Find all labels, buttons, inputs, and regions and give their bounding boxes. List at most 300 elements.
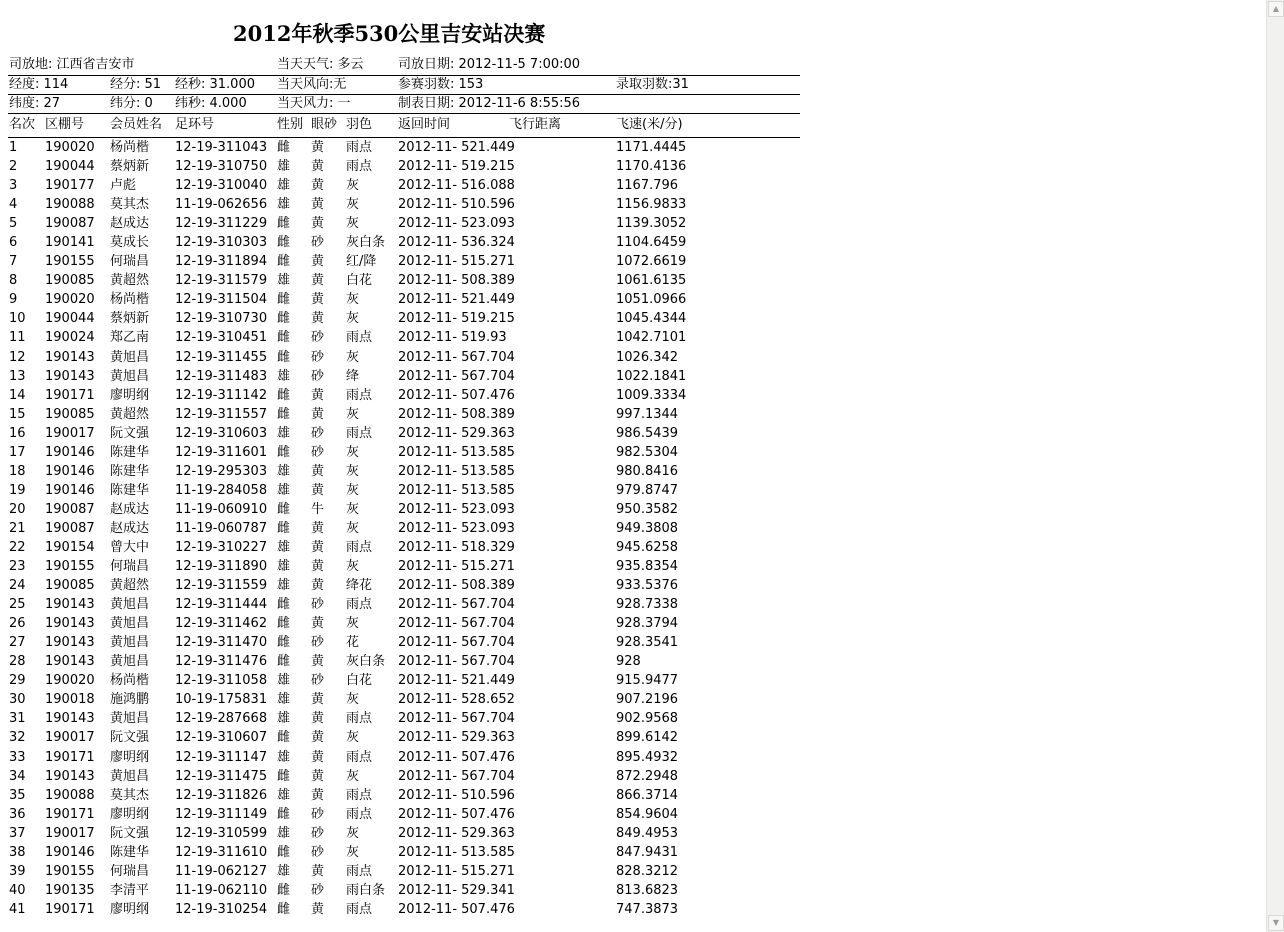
table-row	[0, 729, 1266, 748]
cell-rank: 29	[9, 673, 26, 689]
cell-loft-number: 190143	[45, 654, 95, 670]
cell-speed: 1022.1841	[616, 368, 687, 384]
cell-speed: 828.3212	[616, 863, 679, 879]
cell-return-time: 2012-11- 513.585	[398, 844, 515, 860]
cell-ring-number: 12-19-311444	[175, 597, 268, 613]
cell-rank: 27	[9, 635, 26, 651]
cell-member-name: 黄旭昌	[110, 768, 150, 784]
qualified-count: 录取羽数:31	[616, 77, 689, 92]
cell-return-time: 2012-11- 567.704	[398, 368, 515, 384]
wind-force: 当天风力: 一	[277, 96, 351, 111]
cell-member-name: 杨尚楷	[110, 292, 150, 308]
cell-member-name: 黄旭昌	[110, 711, 150, 727]
cell-return-time: 2012-11- 567.704	[398, 635, 515, 651]
cell-eye: 黄	[311, 482, 325, 498]
cell-sex: 雌	[277, 254, 291, 270]
cell-speed: 907.2196	[616, 692, 679, 708]
table-row	[0, 463, 1266, 482]
cell-member-name: 曾大中	[110, 539, 150, 555]
cell-eye: 黄	[311, 863, 325, 879]
cell-sex: 雌	[277, 330, 291, 346]
cell-eye: 黄	[311, 292, 325, 308]
table-row	[0, 196, 1266, 215]
cell-speed: 1051.0966	[616, 292, 687, 308]
cell-rank: 34	[9, 768, 26, 784]
cell-sex: 雄	[277, 825, 291, 841]
table-row	[0, 349, 1266, 368]
table-row	[0, 158, 1266, 177]
cell-rank: 26	[9, 616, 26, 632]
cell-speed: 933.5376	[616, 578, 679, 594]
cell-feather-color: 花	[346, 635, 360, 651]
entries-count: 参赛羽数: 153	[398, 77, 484, 92]
cell-speed: 945.6258	[616, 539, 679, 555]
cell-eye: 黄	[311, 463, 325, 479]
cell-member-name: 阮文强	[110, 825, 150, 841]
cell-feather-color: 灰	[346, 692, 360, 708]
cell-speed: 928.3794	[616, 616, 679, 632]
cell-feather-color: 雨点	[346, 749, 373, 765]
cell-speed: 1171.4445	[616, 140, 687, 155]
cell-member-name: 陈建华	[110, 444, 150, 460]
cell-eye: 砂	[311, 597, 325, 613]
cell-member-name: 陈建华	[110, 844, 150, 860]
cell-eye: 牛	[311, 501, 325, 517]
cell-member-name: 陈建华	[110, 463, 150, 479]
cell-eye: 黄	[311, 654, 325, 670]
cell-loft-number: 190087	[45, 520, 95, 536]
cell-eye: 黄	[311, 140, 325, 155]
cell-loft-number: 190155	[45, 863, 95, 879]
table-row	[0, 577, 1266, 596]
cell-return-time: 2012-11- 516.088	[398, 178, 515, 194]
cell-feather-color: 灰	[346, 501, 360, 517]
wind-direction: 当天风向:无	[277, 77, 347, 92]
cell-eye: 黄	[311, 768, 325, 784]
cell-member-name: 何瑞昌	[110, 559, 150, 575]
cell-eye: 黄	[311, 178, 325, 194]
scrollbar-track[interactable]	[1268, 18, 1284, 914]
cell-rank: 31	[9, 711, 26, 727]
table-row	[0, 844, 1266, 863]
cell-rank: 18	[9, 463, 26, 479]
cell-member-name: 蔡炳新	[110, 311, 150, 327]
cell-sex: 雌	[277, 349, 291, 365]
cell-member-name: 阮文强	[110, 425, 150, 441]
cell-ring-number: 11-19-060787	[175, 520, 268, 536]
cell-sex: 雌	[277, 844, 291, 860]
cell-return-time: 2012-11- 510.596	[398, 197, 515, 213]
cell-rank: 9	[9, 292, 18, 308]
table-row	[0, 520, 1266, 539]
cell-eye: 砂	[311, 825, 325, 841]
cell-rank: 39	[9, 863, 26, 879]
cell-feather-color: 雨点	[346, 330, 373, 346]
cell-speed: 915.9477	[616, 673, 679, 689]
cell-ring-number: 12-19-310607	[175, 730, 268, 746]
cell-ring-number: 11-19-060910	[175, 501, 268, 517]
cell-return-time: 2012-11- 519.215	[398, 159, 515, 175]
cell-sex: 雄	[277, 368, 291, 384]
cell-feather-color: 灰	[346, 768, 360, 784]
cell-ring-number: 12-19-310750	[175, 159, 268, 175]
cell-ring-number: 12-19-311557	[175, 406, 268, 422]
cell-rank: 32	[9, 730, 26, 746]
cell-ring-number: 12-19-311601	[175, 444, 268, 460]
cell-return-time: 2012-11- 567.704	[398, 349, 515, 365]
cell-rank: 41	[9, 901, 26, 917]
cell-speed: 928	[616, 654, 641, 670]
cell-loft-number: 190024	[45, 330, 95, 346]
cell-eye: 黄	[311, 559, 325, 575]
cell-loft-number: 190087	[45, 501, 95, 517]
cell-rank: 25	[9, 597, 26, 613]
cell-loft-number: 190146	[45, 444, 95, 460]
table-row	[0, 234, 1266, 253]
cell-rank: 30	[9, 692, 26, 708]
cell-ring-number: 11-19-062127	[175, 863, 268, 879]
cell-member-name: 廖明纲	[110, 901, 150, 917]
cell-loft-number: 190177	[45, 178, 95, 194]
cell-return-time: 2012-11- 519.93	[398, 330, 507, 346]
cell-loft-number: 190143	[45, 349, 95, 365]
cell-feather-color: 灰	[346, 406, 360, 422]
cell-rank: 7	[9, 254, 18, 270]
cell-rank: 15	[9, 406, 26, 422]
cell-member-name: 阮文强	[110, 730, 150, 746]
cell-return-time: 2012-11- 510.596	[398, 787, 515, 803]
cell-feather-color: 白花	[346, 673, 373, 689]
cell-speed: 949.3808	[616, 520, 679, 536]
table-row	[0, 368, 1266, 387]
cell-return-time: 2012-11- 529.341	[398, 882, 515, 898]
cell-ring-number: 12-19-311462	[175, 616, 268, 632]
cell-rank: 10	[9, 311, 26, 327]
cell-loft-number: 190017	[45, 825, 95, 841]
table-row	[0, 672, 1266, 691]
table-row	[0, 387, 1266, 406]
cell-speed: 935.8354	[616, 559, 679, 575]
cell-member-name: 莫成长	[110, 235, 150, 251]
table-row	[0, 634, 1266, 653]
cell-feather-color: 灰	[346, 482, 360, 498]
weather: 当天天气: 多云	[277, 57, 364, 72]
cell-member-name: 李清平	[110, 882, 150, 898]
cell-sex: 雌	[277, 730, 291, 746]
cell-loft-number: 190146	[45, 844, 95, 860]
longitude: 经度: 114	[9, 77, 69, 92]
page-title: 2012年秋季530公里吉安站决赛	[233, 21, 546, 46]
cell-return-time: 2012-11- 507.476	[398, 749, 515, 765]
cell-sex: 雌	[277, 768, 291, 784]
cell-return-time: 2012-11- 513.585	[398, 482, 515, 498]
cell-eye: 砂	[311, 235, 325, 251]
cell-member-name: 黄超然	[110, 406, 150, 422]
cell-return-time: 2012-11- 529.363	[398, 425, 515, 441]
cell-loft-number: 190143	[45, 711, 95, 727]
cell-return-time: 2012-11- 513.585	[398, 444, 515, 460]
cell-feather-color: 灰	[346, 559, 360, 575]
cell-member-name: 施鸿鹏	[110, 692, 150, 708]
cell-feather-color: 雨白条	[346, 882, 386, 898]
cell-sex: 雄	[277, 197, 291, 213]
cell-return-time: 2012-11- 529.363	[398, 730, 515, 746]
cell-loft-number: 190154	[45, 539, 95, 555]
cell-eye: 黄	[311, 692, 325, 708]
cell-speed: 1045.4344	[616, 311, 687, 327]
cell-return-time: 2012-11- 508.389	[398, 273, 515, 289]
cell-speed: 1139.3052	[616, 216, 687, 232]
cell-speed: 899.6142	[616, 730, 679, 746]
cell-speed: 866.3714	[616, 787, 679, 803]
cell-eye: 黄	[311, 197, 325, 213]
cell-ring-number: 12-19-311147	[175, 749, 268, 765]
cell-return-time: 2012-11- 515.271	[398, 863, 515, 879]
table-row	[0, 425, 1266, 444]
cell-loft-number: 190017	[45, 425, 95, 441]
cell-speed: 1009.3334	[616, 387, 687, 403]
vertical-scrollbar[interactable]	[1266, 0, 1284, 932]
cell-rank: 35	[9, 787, 26, 803]
cell-return-time: 2012-11- 523.093	[398, 520, 515, 536]
cell-feather-color: 灰白条	[346, 235, 386, 251]
cell-loft-number: 190018	[45, 692, 95, 708]
cell-loft-number: 190020	[45, 140, 95, 155]
cell-return-time: 2012-11- 515.271	[398, 559, 515, 575]
cell-eye: 黄	[311, 273, 325, 289]
cell-ring-number: 12-19-310451	[175, 330, 268, 346]
cell-feather-color: 白花	[346, 273, 373, 289]
cell-member-name: 廖明纲	[110, 749, 150, 765]
cell-ring-number: 12-19-311476	[175, 654, 268, 670]
cell-rank: 1	[9, 140, 18, 155]
cell-feather-color: 雨点	[346, 787, 373, 803]
cell-eye: 黄	[311, 730, 325, 746]
cell-loft-number: 190143	[45, 616, 95, 632]
cell-return-time: 2012-11- 515.271	[398, 254, 515, 270]
table-row	[0, 787, 1266, 806]
cell-ring-number: 12-19-311890	[175, 559, 268, 575]
table-row	[0, 139, 1266, 158]
cell-loft-number: 190143	[45, 597, 95, 613]
cell-return-time: 2012-11- 567.704	[398, 597, 515, 613]
cell-rank: 12	[9, 349, 26, 365]
table-row	[0, 310, 1266, 329]
cell-ring-number: 12-19-310040	[175, 178, 268, 194]
cell-sex: 雄	[277, 425, 291, 441]
cell-member-name: 黄旭昌	[110, 597, 150, 613]
cell-speed: 928.7338	[616, 597, 679, 613]
cell-member-name: 黄旭昌	[110, 368, 150, 384]
table-row	[0, 406, 1266, 425]
cell-eye: 黄	[311, 387, 325, 403]
cell-eye: 黄	[311, 901, 325, 917]
cell-sex: 雄	[277, 673, 291, 689]
cell-sex: 雄	[277, 178, 291, 194]
scroll-up-icon[interactable]: ▲	[1268, 1, 1284, 17]
cell-speed: 950.3582	[616, 501, 679, 517]
cell-member-name: 蔡炳新	[110, 159, 150, 175]
table-row	[0, 177, 1266, 196]
cell-member-name: 黄旭昌	[110, 654, 150, 670]
cell-rank: 5	[9, 216, 18, 232]
cell-member-name: 赵成达	[110, 501, 150, 517]
cell-feather-color: 雨点	[346, 539, 373, 555]
cell-eye: 黄	[311, 578, 325, 594]
cell-ring-number: 11-19-062110	[175, 882, 268, 898]
cell-sex: 雌	[277, 311, 291, 327]
cell-rank: 24	[9, 578, 26, 594]
cell-eye: 砂	[311, 673, 325, 689]
cell-feather-color: 雨点	[346, 711, 373, 727]
cell-feather-color: 灰	[346, 197, 360, 213]
header-feather-color: 羽色	[346, 117, 373, 132]
cell-loft-number: 190171	[45, 806, 95, 822]
table-row	[0, 558, 1266, 577]
cell-sex: 雄	[277, 482, 291, 498]
cell-eye: 砂	[311, 635, 325, 651]
cell-return-time: 2012-11- 507.476	[398, 806, 515, 822]
cell-ring-number: 12-19-311826	[175, 787, 268, 803]
cell-sex: 雄	[277, 559, 291, 575]
divider	[8, 113, 800, 114]
cell-sex: 雌	[277, 654, 291, 670]
header-flight-distance: 飞行距离	[509, 117, 562, 132]
table-row	[0, 215, 1266, 234]
cell-member-name: 赵成达	[110, 216, 150, 232]
cell-ring-number: 12-19-311142	[175, 387, 268, 403]
cell-return-time: 2012-11- 519.215	[398, 311, 515, 327]
cell-ring-number: 12-19-311559	[175, 578, 268, 594]
cell-ring-number: 12-19-310603	[175, 425, 268, 441]
cell-return-time: 2012-11- 513.585	[398, 463, 515, 479]
cell-return-time: 2012-11- 523.093	[398, 501, 515, 517]
cell-speed: 1104.6459	[616, 235, 687, 251]
cell-feather-color: 雨点	[346, 901, 373, 917]
cell-sex: 雌	[277, 406, 291, 422]
cell-speed: 928.3541	[616, 635, 679, 651]
cell-eye: 黄	[311, 787, 325, 803]
cell-loft-number: 190143	[45, 368, 95, 384]
cell-member-name: 廖明纲	[110, 387, 150, 403]
cell-rank: 33	[9, 749, 26, 765]
cell-feather-color: 雨点	[346, 863, 373, 879]
cell-ring-number: 12-19-310599	[175, 825, 268, 841]
cell-speed: 979.8747	[616, 482, 679, 498]
cell-sex: 雄	[277, 539, 291, 555]
cell-rank: 37	[9, 825, 26, 841]
header-eye: 眼砂	[311, 117, 338, 132]
cell-ring-number: 12-19-295303	[175, 463, 268, 479]
cell-member-name: 郑乙南	[110, 330, 150, 346]
cell-sex: 雌	[277, 597, 291, 613]
cell-ring-number: 11-19-284058	[175, 482, 268, 498]
cell-loft-number: 190143	[45, 635, 95, 651]
divider	[8, 94, 800, 95]
cell-feather-color: 雨点	[346, 597, 373, 613]
cell-eye: 黄	[311, 616, 325, 632]
cell-loft-number: 190171	[45, 749, 95, 765]
table-row	[0, 501, 1266, 520]
cell-sex: 雄	[277, 711, 291, 727]
cell-speed: 1170.4136	[616, 159, 687, 175]
cell-eye: 砂	[311, 349, 325, 365]
cell-rank: 6	[9, 235, 18, 251]
cell-rank: 3	[9, 178, 18, 194]
cell-return-time: 2012-11- 528.652	[398, 692, 515, 708]
cell-loft-number: 190087	[45, 216, 95, 232]
cell-sex: 雄	[277, 159, 291, 175]
cell-eye: 砂	[311, 844, 325, 860]
cell-speed: 872.2948	[616, 768, 679, 784]
cell-eye: 砂	[311, 806, 325, 822]
table-row	[0, 253, 1266, 272]
table-row	[0, 710, 1266, 729]
cell-eye: 砂	[311, 368, 325, 384]
cell-return-time: 2012-11- 507.476	[398, 387, 515, 403]
cell-sex: 雄	[277, 463, 291, 479]
cell-feather-color: 灰	[346, 616, 360, 632]
cell-eye: 黄	[311, 216, 325, 232]
cell-ring-number: 12-19-311894	[175, 254, 268, 270]
scroll-down-icon[interactable]: ▼	[1268, 915, 1284, 931]
cell-member-name: 陈建华	[110, 482, 150, 498]
cell-sex: 雄	[277, 787, 291, 803]
table-row	[0, 596, 1266, 615]
cell-rank: 36	[9, 806, 26, 822]
cell-return-time: 2012-11- 567.704	[398, 654, 515, 670]
cell-loft-number: 190020	[45, 673, 95, 689]
cell-member-name: 廖明纲	[110, 806, 150, 822]
cell-return-time: 2012-11- 521.449	[398, 673, 515, 689]
cell-speed: 982.5304	[616, 444, 679, 460]
table-row	[0, 291, 1266, 310]
latitude-minutes: 纬分: 0	[110, 96, 153, 111]
cell-feather-color: 灰	[346, 844, 360, 860]
table-row	[0, 768, 1266, 787]
cell-member-name: 杨尚楷	[110, 140, 150, 155]
cell-eye: 黄	[311, 406, 325, 422]
longitude-seconds: 经秒: 31.000	[175, 77, 255, 92]
cell-feather-color: 绛花	[346, 578, 373, 594]
cell-rank: 20	[9, 501, 26, 517]
cell-eye: 砂	[311, 882, 325, 898]
cell-feather-color: 灰	[346, 349, 360, 365]
cell-return-time: 2012-11- 536.324	[398, 235, 515, 251]
cell-feather-color: 雨点	[346, 425, 373, 441]
cell-loft-number: 190017	[45, 730, 95, 746]
cell-rank: 28	[9, 654, 26, 670]
cell-eye: 砂	[311, 330, 325, 346]
cell-feather-color: 雨点	[346, 159, 373, 175]
table-row	[0, 749, 1266, 768]
cell-return-time: 2012-11- 508.389	[398, 578, 515, 594]
cell-loft-number: 190044	[45, 159, 95, 175]
cell-sex: 雌	[277, 501, 291, 517]
cell-ring-number: 12-19-310303	[175, 235, 268, 251]
cell-speed: 895.4932	[616, 749, 679, 765]
header-loft-number: 区棚号	[45, 117, 85, 132]
cell-sex: 雄	[277, 749, 291, 765]
cell-loft-number: 190141	[45, 235, 95, 251]
cell-member-name: 黄超然	[110, 273, 150, 289]
cell-return-time: 2012-11- 521.449	[398, 140, 515, 155]
cell-return-time: 2012-11- 507.476	[398, 901, 515, 917]
cell-sex: 雄	[277, 578, 291, 594]
cell-speed: 847.9431	[616, 844, 679, 860]
cell-member-name: 何瑞昌	[110, 254, 150, 270]
cell-sex: 雌	[277, 140, 291, 155]
